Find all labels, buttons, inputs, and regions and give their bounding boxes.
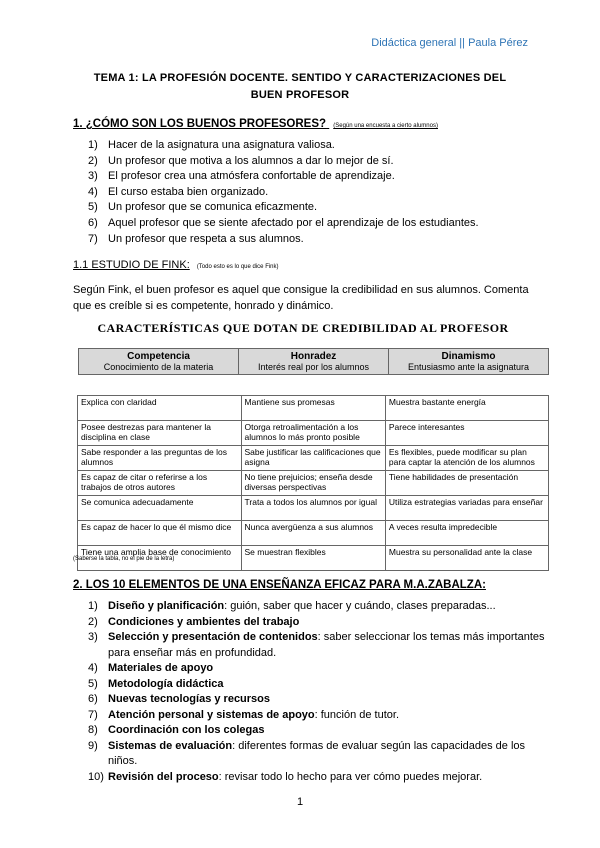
list-item <box>88 739 548 770</box>
page-number: 1 <box>296 796 304 808</box>
item-text: : saber seleccionar los temas más importantes para enseñar más en profundidad. <box>108 631 545 659</box>
list-item <box>88 723 548 739</box>
item-number: 9) <box>88 739 98 752</box>
table-title: CARACTERÍSTICAS QUE DOTAN DE CREDIBILIDAD AL PROFESOR <box>97 321 509 335</box>
subsection-heading <box>73 259 279 271</box>
header-cell <box>389 349 549 375</box>
list-item <box>88 138 479 154</box>
table-cell: Otorga retroalimentación a los alumnos lo más pronto posible <box>241 421 385 446</box>
item-text: Un profesor que respeta a sus alumnos. <box>108 232 304 245</box>
table-cell: Tiene habilidades de presentación <box>385 471 548 496</box>
table-note: (Saberse la tabla, no el pie de la letra) <box>73 556 175 562</box>
item-body <box>108 630 548 661</box>
item-bold: Coordinación con los colegas <box>108 724 265 736</box>
list-item <box>88 200 479 216</box>
credibility-table <box>77 395 549 571</box>
item-bold: Selección y presentación de contenidos <box>108 631 318 643</box>
item-number: 4) <box>88 185 98 198</box>
item-number: 7) <box>88 708 98 721</box>
subsection-note: (Todo esto es lo que dice Fink) <box>196 264 279 270</box>
item-bold: Diseño y planificación <box>108 600 225 612</box>
table-cell: Sabe responder a las preguntas de los alumnos <box>78 446 242 471</box>
table-cell: A veces resulta impredecible <box>385 521 548 546</box>
list-item <box>88 216 479 232</box>
item-number: 6) <box>88 216 98 229</box>
item-body <box>108 708 399 724</box>
table-row <box>78 396 549 421</box>
table-cell: Se comunica adecuadamente <box>78 496 242 521</box>
table-row <box>78 496 549 521</box>
item-number: 6) <box>88 693 98 705</box>
list-item <box>88 661 548 677</box>
item-body <box>108 661 213 677</box>
item-text: Un profesor que motiva a los alumnos a dar lo mejor de sí. <box>108 154 394 167</box>
table-cell: Es capaz de hacer lo que él mismo dice <box>78 521 242 546</box>
item-number: 2) <box>88 615 98 628</box>
header-name: Dinamismo <box>441 350 496 362</box>
item-number: 4) <box>88 662 98 674</box>
list-item <box>88 692 548 708</box>
item-text: El curso estaba bien organizado. <box>108 185 269 198</box>
list-item <box>88 599 548 615</box>
table-cell: Posee destrezas para mantener la disciplina en clase <box>78 421 242 446</box>
item-number: 3) <box>88 170 98 183</box>
list-item <box>88 615 548 631</box>
header-name: Competencia <box>127 350 190 362</box>
list-item <box>88 708 548 724</box>
item-bold: Nuevas tecnologías y recursos <box>108 693 271 705</box>
item-bold: Atención personal y sistemas de apoyo <box>108 708 315 721</box>
table-cell: Muestra bastante energía <box>385 396 548 421</box>
item-number: 1) <box>88 139 98 151</box>
list-item <box>88 630 548 661</box>
table-row <box>78 471 549 496</box>
table-headers <box>78 348 549 375</box>
item-number: 8) <box>88 724 98 736</box>
item-body <box>108 615 299 631</box>
item-number: 2) <box>88 154 98 167</box>
fink-paragraph: Según Fink, el buen profesor es aquel que consigue la credibilidad en sus alumnos. Comenta que es creíble si es competente, honrado y dinámico. <box>73 284 529 312</box>
table-cell: Utiliza estrategias variadas para enseñar <box>385 496 548 521</box>
item-text: Un profesor que se comunica eficazmente. <box>108 201 318 214</box>
table-cell: Muestra su personalidad ante la clase <box>385 546 548 571</box>
table-cell: Nunca avergüenza a sus alumnos <box>241 521 385 546</box>
section2-list <box>88 599 548 785</box>
page-header: Didáctica general || Paula Pérez <box>371 37 528 49</box>
header-cell <box>79 349 239 375</box>
item-body <box>108 677 224 693</box>
table-cell: Es flexibles, puede modificar su plan para captar la atención de los alumnos <box>385 446 548 471</box>
section1-note: (Según una encuesta a cierto alumnos) <box>333 123 438 129</box>
subsection-heading-text: 1.1 ESTUDIO DE FINK: <box>73 259 190 271</box>
header-name: Honradez <box>290 350 337 362</box>
item-text: Aquel profesor que se siente afectado por el aprendizaje de los estudiantes. <box>108 216 479 229</box>
item-body <box>108 599 496 615</box>
item-bold: Materiales de apoyo <box>108 662 214 674</box>
table-cell: Es capaz de citar o referirse a los trabajos de otros autores <box>78 471 242 496</box>
header-sub: Interés real por los alumnos <box>258 361 370 372</box>
item-text: Hacer de la asignatura una asignatura valiosa. <box>108 139 335 151</box>
table-row <box>78 421 549 446</box>
table-row <box>78 446 549 471</box>
item-body <box>108 692 270 708</box>
document-title: TEMA 1: LA PROFESIÓN DOCENTE. SENTIDO Y CARACTERIZACIONES DEL BUEN PROFESOR <box>93 72 507 101</box>
item-number: 3) <box>88 631 98 643</box>
item-text: El profesor crea una atmósfera confortable de aprendizaje. <box>108 170 395 183</box>
table-cell: Mantiene sus promesas <box>241 396 385 421</box>
item-body <box>108 723 264 739</box>
section1-list <box>88 138 479 247</box>
table-cell: Tiene una amplia base de conocimiento <box>78 546 242 571</box>
item-number: 5) <box>88 677 98 690</box>
header-sub: Conocimiento de la materia <box>103 361 214 372</box>
table-cell: Explica con claridad <box>78 396 242 421</box>
item-body <box>108 770 482 786</box>
header-cell <box>239 349 389 375</box>
section1-heading-text: 1. ¿CÓMO SON LOS BUENOS PROFESORES? <box>73 118 327 130</box>
table-cell: Trata a todos los alumnos por igual <box>241 496 385 521</box>
item-body <box>108 739 548 770</box>
table-cell: Sabe justificar las calificaciones que asigna <box>241 446 385 471</box>
item-number: 1) <box>88 600 98 612</box>
item-number: 7) <box>88 232 98 245</box>
item-text: : función de tutor. <box>314 708 400 721</box>
item-bold: Condiciones y ambientes del trabajo <box>108 615 300 628</box>
list-item <box>88 232 479 248</box>
item-bold: Sistemas de evaluación <box>108 739 233 752</box>
list-item <box>88 154 479 170</box>
table-cell: Parece interesantes <box>385 421 548 446</box>
item-bold: Revisión del proceso <box>108 770 219 783</box>
section2-heading: 2. LOS 10 ELEMENTOS DE UNA ENSEÑANZA EFICAZ PARA M.A.ZABALZA: <box>73 579 486 591</box>
item-text: : revisar todo lo hecho para ver cómo puedes mejorar. <box>218 770 483 783</box>
item-number: 10) <box>88 770 104 783</box>
table-cell: Se muestran flexibles <box>241 546 385 571</box>
list-item <box>88 185 479 201</box>
item-text: : diferentes formas de evaluar según las capacidades de los niños. <box>108 739 526 767</box>
list-item <box>88 169 479 185</box>
header-sub: Entusiasmo ante la asignatura <box>407 361 530 372</box>
item-bold: Metodología didáctica <box>108 677 224 690</box>
item-number: 5) <box>88 201 98 214</box>
table-cell: No tiene prejuicios; enseña desde diversas perspectivas <box>241 471 385 496</box>
section1-heading <box>73 118 438 130</box>
table-row <box>78 521 549 546</box>
list-item <box>88 677 548 693</box>
list-item <box>88 770 548 786</box>
item-text: : guión, saber que hacer y cuándo, clases preparadas... <box>224 600 496 612</box>
